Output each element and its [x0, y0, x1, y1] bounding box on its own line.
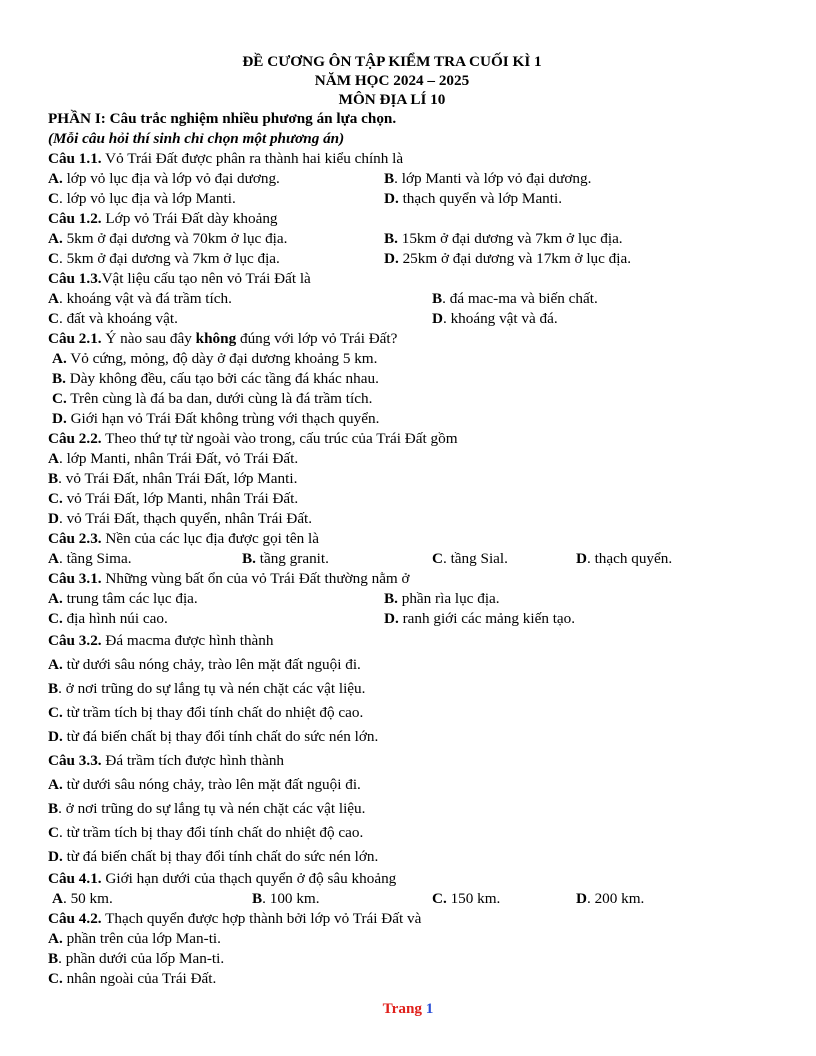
option-b: B. phần dưới của lốp Man-ti. [48, 950, 225, 967]
option-c: C. địa hình núi cao. [48, 610, 168, 627]
option-b: B. đá mac-ma và biến chất. [432, 290, 598, 307]
option-a: A. 5km ở đại dương và 70km ở lục địa. [48, 230, 288, 247]
document-page [48, 52, 728, 989]
option-d: D. 200 km. [576, 890, 645, 907]
option-a: A. tầng Sima. [48, 550, 132, 567]
option-b: B. Dày không đều, cấu tạo bởi các tầng đá khác nhau. [52, 370, 379, 387]
option-d: D. Giới hạn vỏ Trái Đất không trùng với thạch quyển. [52, 410, 380, 427]
question-1-2: Câu 1.2. Lớp vỏ Trái Đất dày khoảng [48, 210, 278, 227]
option-b: B. lớp Manti và lớp vỏ đại dương. [384, 170, 592, 187]
option-a: A. lớp Manti, nhân Trái Đất, vỏ Trái Đất. [48, 450, 299, 467]
options-row [48, 889, 728, 909]
option-c: C. 5km ở đại dương và 7km ở lục địa. [48, 250, 280, 267]
school-year: NĂM HỌC 2024 – 2025 [314, 72, 470, 89]
options-row [48, 189, 728, 209]
question-1-1: Câu 1.1. Vỏ Trái Đất được phân ra thành hai kiểu chính là [48, 150, 404, 167]
option-d: D. khoáng vật và đá. [432, 310, 558, 327]
option-a: A. khoáng vật và đá trầm tích. [48, 290, 232, 307]
option-c: C. Trên cùng là đá ba dan, dưới cùng là đá trầm tích. [52, 390, 373, 407]
option-d: D. 25km ở đại dương và 17km ở lục địa. [384, 250, 632, 267]
options-row [48, 249, 728, 269]
option-d: D. từ đá biến chất bị thay đổi tính chất do sức nén lớn. [48, 728, 379, 745]
page-number: 1 [425, 1000, 434, 1017]
option-b: B. phần rìa lục địa. [384, 590, 500, 607]
page-footer [0, 999, 816, 1019]
question-2-1: Câu 2.1. Ý nào sau đây không đúng với lớp vỏ Trái Đất? [48, 330, 398, 347]
options-row [48, 549, 728, 569]
option-b: B. ở nơi trũng do sự lắng tụ và nén chặt các vật liệu. [48, 800, 366, 817]
question-4-2: Câu 4.2. Thạch quyển được hợp thành bởi lớp vỏ Trái Đất và [48, 910, 422, 927]
option-d: D. vỏ Trái Đất, thạch quyển, nhân Trái Đất. [48, 510, 313, 527]
option-c: C. đất và khoáng vật. [48, 310, 178, 327]
document-title: ĐỀ CƯƠNG ÔN TẬP KIỂM TRA CUỐI KÌ 1 [242, 53, 542, 70]
part-note: (Mỗi câu hỏi thí sinh chỉ chọn một phương án) [48, 130, 345, 147]
option-a: A. từ dưới sâu nóng chảy, trào lên mặt đất nguội đi. [48, 776, 361, 793]
options-row [48, 309, 728, 329]
option-b: B. tầng granit. [242, 550, 329, 567]
option-d: D. thạch quyển và lớp Manti. [384, 190, 563, 207]
option-c: C. từ trầm tích bị thay đổi tính chất do nhiệt độ cao. [48, 824, 364, 841]
option-c: C. vỏ Trái Đất, lớp Manti, nhân Trái Đất. [48, 490, 299, 507]
option-a: A. 50 km. [52, 890, 113, 907]
option-a: A. trung tâm các lục địa. [48, 590, 198, 607]
option-a: A. từ dưới sâu nóng chảy, trào lên mặt đất nguội đi. [48, 656, 361, 673]
option-b: B. 15km ở đại dương và 7km ở lục địa. [384, 230, 623, 247]
question-4-1: Câu 4.1. Giới hạn dưới của thạch quyển ở độ sâu khoảng [48, 870, 397, 887]
question-3-2: Câu 3.2. Đá macma được hình thành [48, 632, 274, 649]
page-label: Trang [382, 1000, 422, 1017]
option-c: C. 150 km. [432, 890, 501, 907]
option-d: D. từ đá biến chất bị thay đổi tính chất do sức nén lớn. [48, 848, 379, 865]
question-3-1: Câu 3.1. Những vùng bất ổn của vỏ Trái Đất thường nằm ở [48, 570, 410, 587]
question-1-3: Câu 1.3.Vật liệu cấu tạo nên vỏ Trái Đất là [48, 270, 311, 287]
option-c: C. lớp vỏ lục địa và lớp Manti. [48, 190, 236, 207]
option-a: A. Vỏ cứng, mỏng, độ dày ở đại dương khoảng 5 km. [52, 350, 378, 367]
question-2-3: Câu 2.3. Nền của các lục địa được gọi tên là [48, 530, 319, 547]
option-a: A. lớp vỏ lục địa và lớp vỏ đại dương. [48, 170, 280, 187]
option-c: C. từ trầm tích bị thay đổi tính chất do nhiệt độ cao. [48, 704, 364, 721]
option-d: D. ranh giới các mảng kiến tạo. [384, 610, 576, 627]
option-c: C. nhân ngoài của Trái Đất. [48, 970, 217, 987]
option-b: B. 100 km. [252, 890, 320, 907]
option-a: A. phần trên của lớp Man-ti. [48, 930, 221, 947]
option-d: D. thạch quyển. [576, 550, 673, 567]
options-row [48, 609, 728, 629]
part-heading: PHẦN I: Câu trắc nghiệm nhiều phương án lựa chọn. [48, 110, 397, 127]
options-row [48, 289, 728, 309]
option-b: B. vỏ Trái Đất, nhân Trái Đất, lớp Manti. [48, 470, 298, 487]
subject-title: MÔN ĐỊA LÍ 10 [338, 91, 446, 108]
options-row [48, 169, 728, 189]
options-row [48, 589, 728, 609]
question-2-2: Câu 2.2. Theo thứ tự từ ngoài vào trong, cấu trúc của Trái Đất gồm [48, 430, 458, 447]
option-c: C. tầng Sial. [432, 550, 508, 567]
option-b: B. ở nơi trũng do sự lắng tụ và nén chặt các vật liệu. [48, 680, 366, 697]
question-3-3: Câu 3.3. Đá trầm tích được hình thành [48, 752, 285, 769]
options-row [48, 229, 728, 249]
